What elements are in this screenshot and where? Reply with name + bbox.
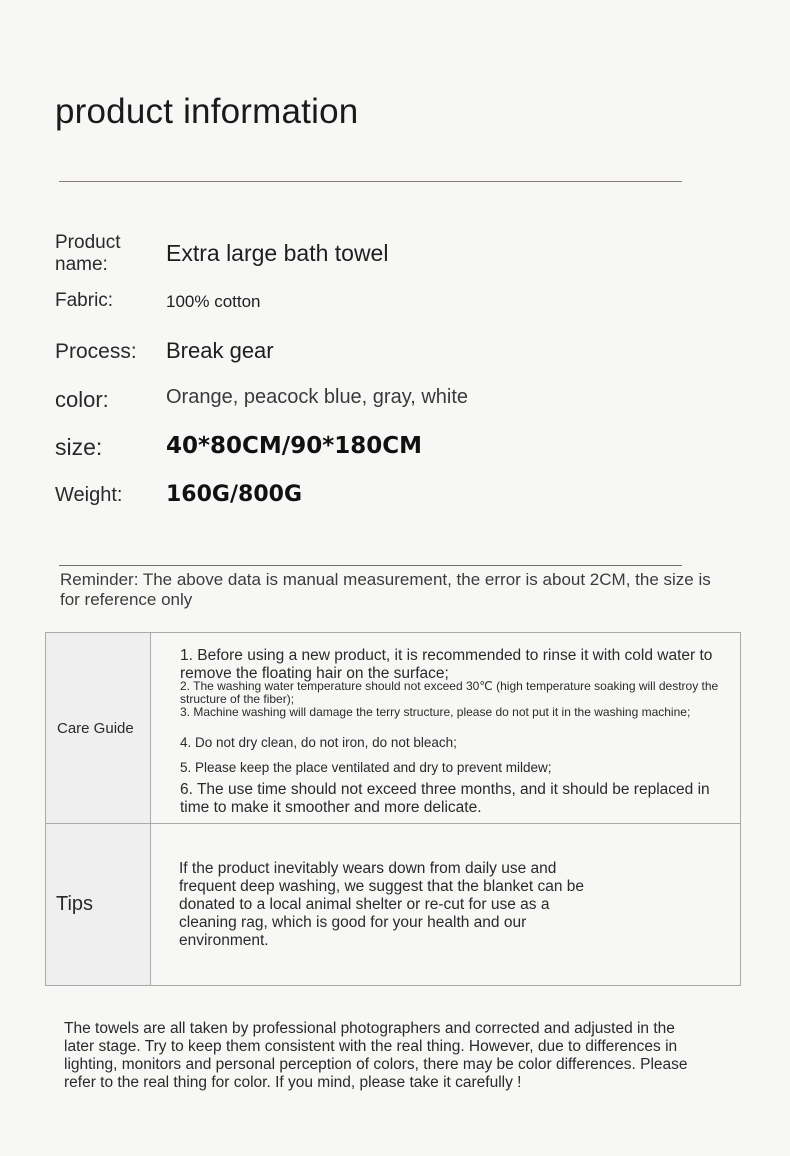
label-column: [46, 633, 150, 985]
spec-value: 160G/800G: [166, 482, 302, 507]
spec-label: Fabric:: [55, 290, 114, 311]
column-divider: [150, 633, 151, 985]
care-table: [45, 632, 741, 986]
spec-value: Break gear: [166, 338, 274, 363]
care-item: 6. The use time should not exceed three months, and it should be replaced in time to make it smoother and more delicate.: [180, 781, 710, 816]
spec-value: Orange, peacock blue, gray, white: [166, 386, 469, 408]
divider-top: [59, 181, 682, 182]
care-guide-label: Care Guide: [57, 720, 134, 737]
care-item: 1. Before using a new product, it is recommended to rinse it with cold water to remove the floating hair on the surface;: [180, 647, 713, 682]
care-item: 4. Do not dry clean, do not iron, do not bleach;: [180, 735, 457, 750]
spec-value: 40*80CM/90*180CM: [166, 433, 423, 459]
divider-bottom: [59, 565, 682, 566]
spec-value: 100% cotton: [166, 292, 261, 311]
row-divider: [46, 823, 740, 824]
color-disclaimer: The towels are all taken by professional photographers and corrected and adjusted in the later stage. Try to keep them consistent with the real thing. However, due to differences in lighting, monitors and personal perception of colors, there may be color differences. Please refer to the real thing for color. If you mind, please take it carefully !: [64, 1020, 688, 1091]
care-item: 3. Machine washing will damage the terry structure, please do not put it in the washing machine;: [180, 705, 691, 719]
page-title: product information: [55, 92, 359, 131]
spec-label: Product name:: [55, 232, 121, 275]
tips-label: Tips: [56, 893, 94, 915]
spec-value: Extra large bath towel: [166, 240, 389, 266]
reminder-note: Reminder: The above data is manual measurement, the error is about 2CM, the size is for reference only: [60, 570, 711, 609]
spec-label: Process:: [55, 340, 137, 363]
spec-label: color:: [55, 387, 109, 412]
care-item: 2. The washing water temperature should not exceed 30℃ (high temperature soaking will destroy the structure of the fiber);: [180, 679, 719, 706]
spec-label: size:: [55, 434, 103, 460]
tips-text: If the product inevitably wears down from daily use and frequent deep washing, we suggest that the blanket can be donated to a local animal shelter or re-cut for use as a cleaning rag, which is good for your health and our environment.: [179, 860, 585, 949]
care-item: 5. Please keep the place ventilated and dry to prevent mildew;: [180, 760, 552, 775]
spec-label: Weight:: [55, 484, 123, 506]
